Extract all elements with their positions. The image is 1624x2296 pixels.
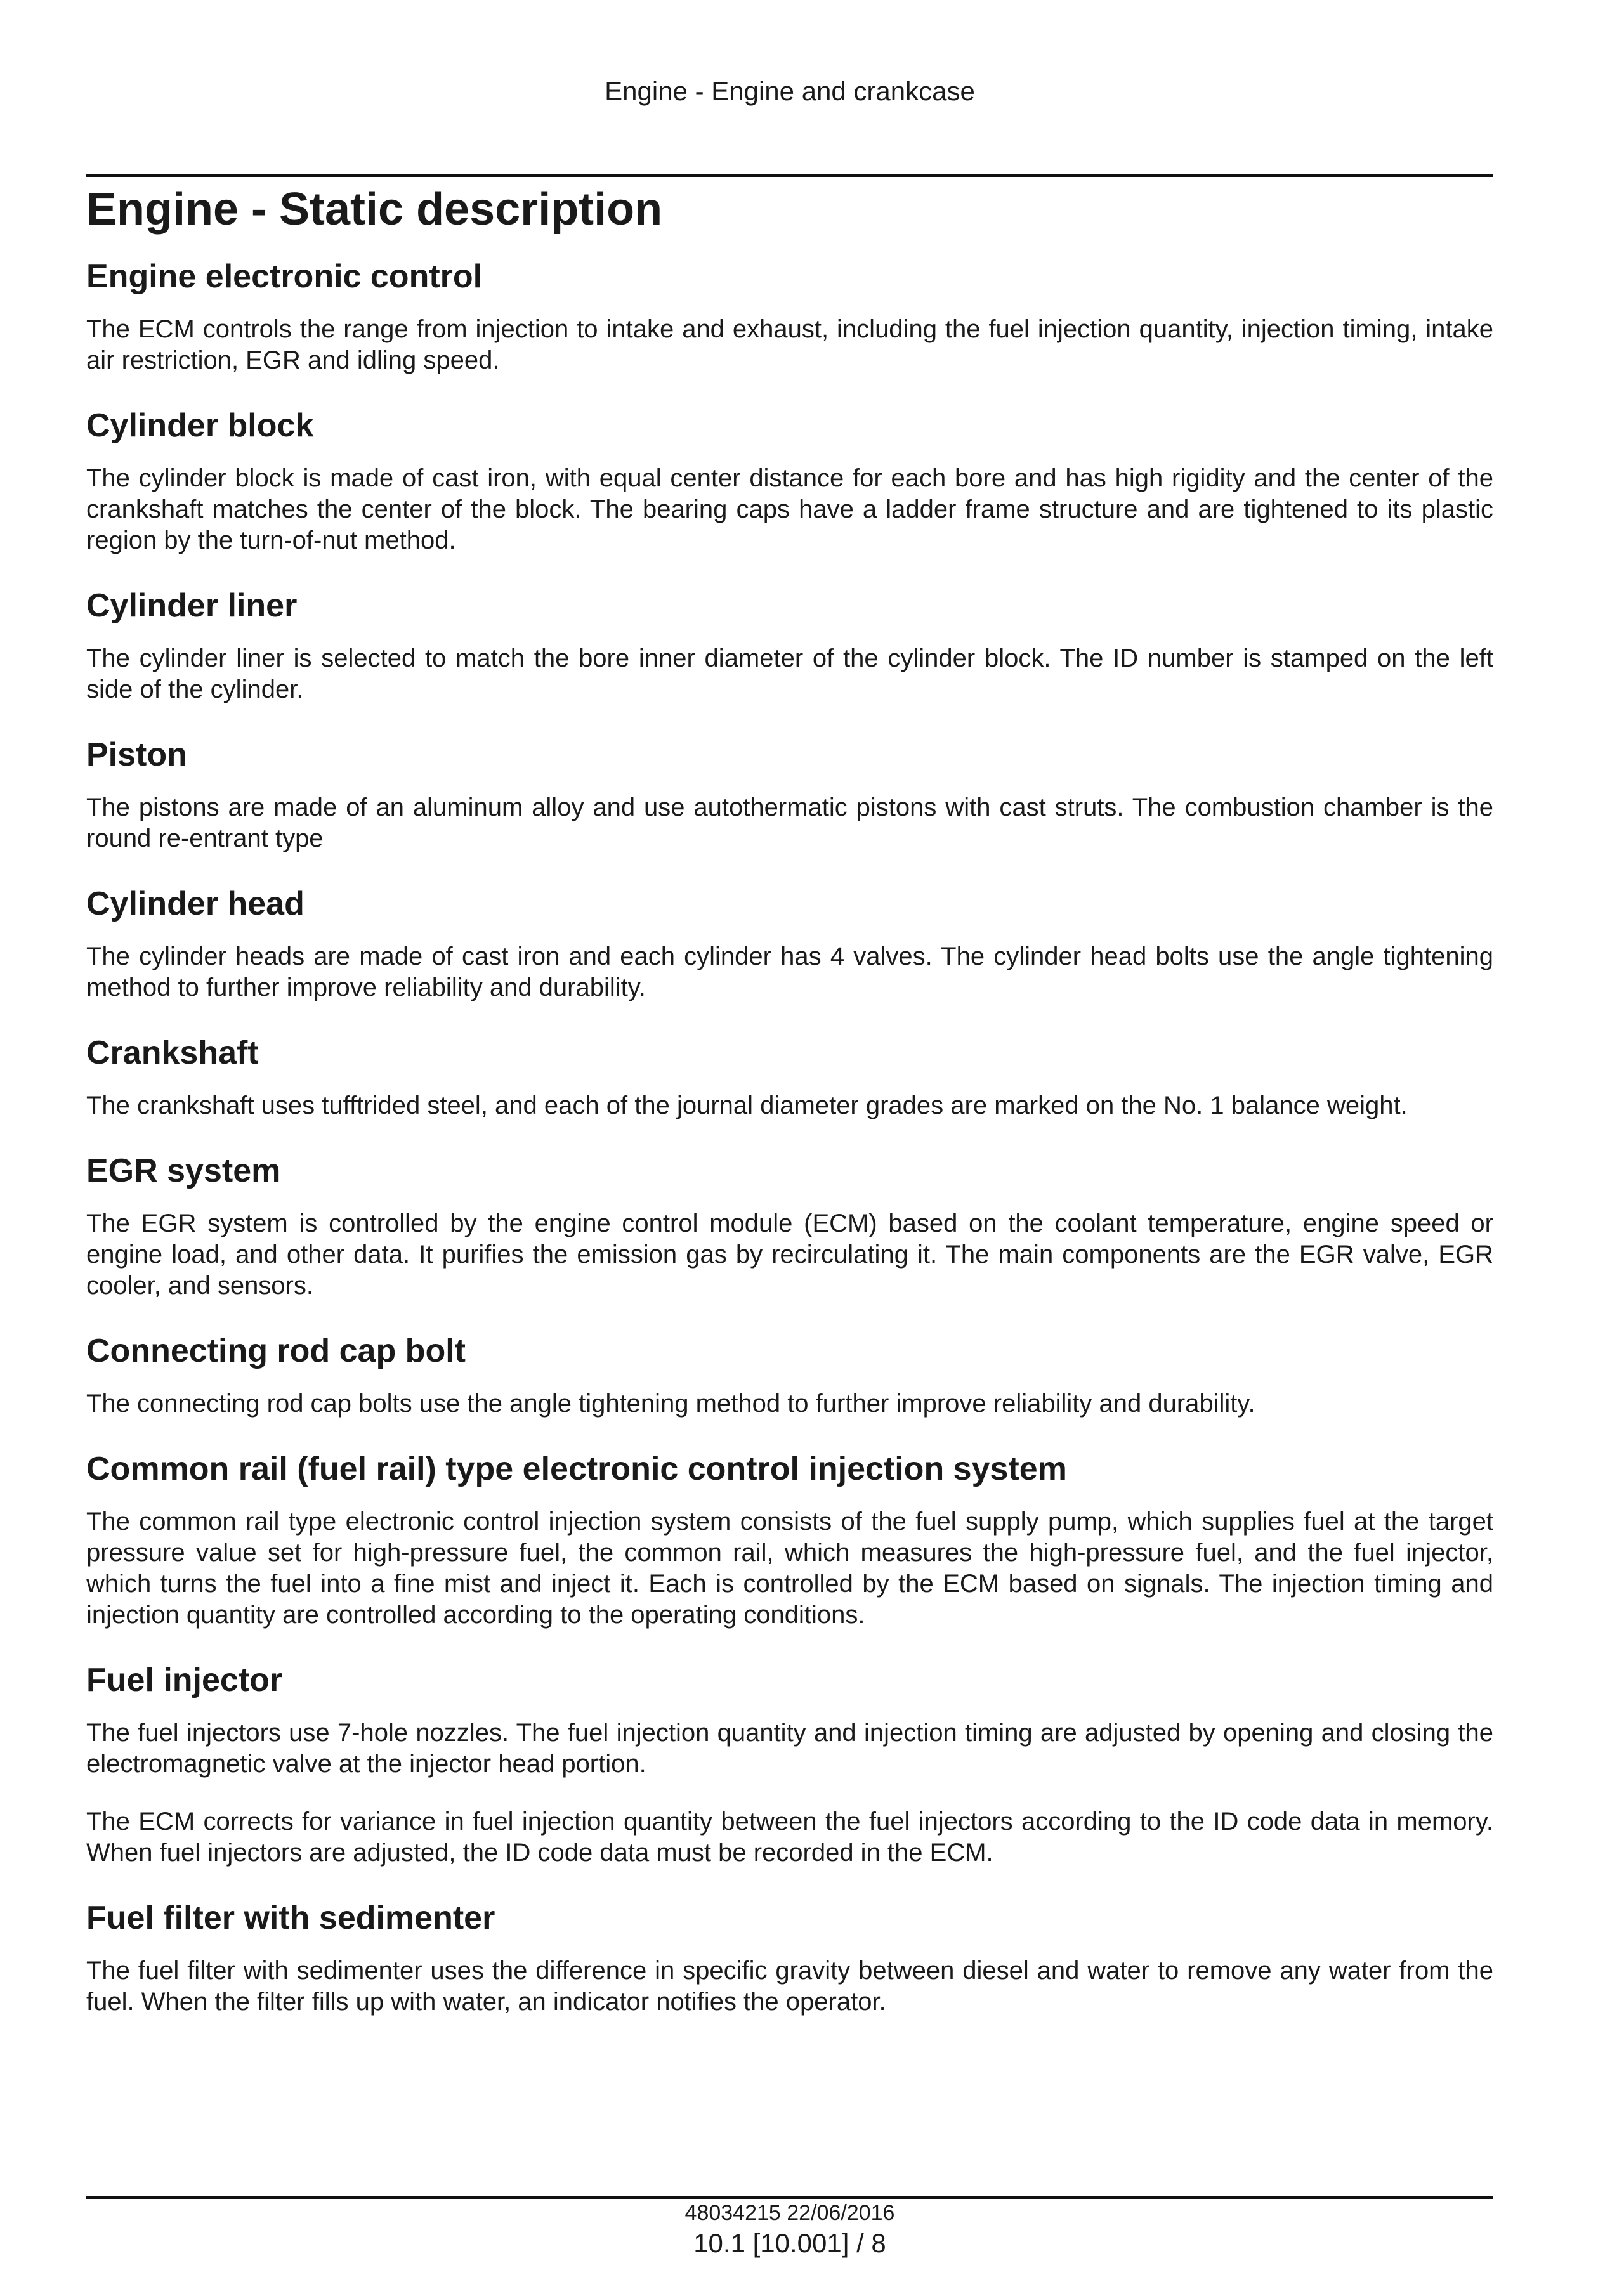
- section-heading: Engine electronic control: [86, 258, 483, 295]
- section-paragraph: The cylinder heads are made of cast iron and each cylinder has 4 valves. The cylinder head bolts use the angle tightening method to further improve reliability and durability.: [86, 943, 1493, 1001]
- section-common-rail-injection: [86, 1449, 1493, 1631]
- section-paragraph: The fuel filter with sedimenter uses the difference in specific gravity between diesel and water to remove any water from the fuel. When the filter fills up with water, an indicator notifies the operator.: [86, 1957, 1493, 2016]
- section-heading: Crankshaft: [86, 1034, 259, 1071]
- running-header: Engine - Engine and crankcase: [605, 76, 975, 106]
- section-piston: [86, 734, 1493, 854]
- page-reference: 10.1 [10.001] / 8: [693, 2228, 886, 2258]
- section-paragraph: The cylinder block is made of cast iron, with equal center distance for each bore and has high rigidity and the center of the crankshaft matches the center of the block. The bearing caps have a ladder frame structure and are tightened to its plastic region by the turn-of-nut method.: [86, 464, 1493, 554]
- section-heading: Fuel filter with sedimenter: [86, 1900, 495, 1936]
- section-heading: Cylinder block: [86, 407, 314, 444]
- section-cylinder-block: [86, 405, 1493, 556]
- header-divider: [86, 174, 1493, 177]
- section-engine-electronic-control: [86, 256, 1493, 376]
- section-connecting-rod-cap-bolt: [86, 1331, 1493, 1419]
- section-heading: Cylinder liner: [86, 587, 298, 624]
- section-heading: Fuel injector: [86, 1662, 283, 1699]
- document-body: [86, 178, 1493, 2047]
- section-heading: Connecting rod cap bolt: [86, 1333, 466, 1369]
- document-code: 48034215 22/06/2016: [684, 2201, 895, 2225]
- section-crankshaft: [86, 1033, 1493, 1121]
- section-paragraph: The fuel injectors use 7-hole nozzles. The fuel injection quantity and injection timing are adjusted by opening and closing the electromagnetic valve at the injector head portion.: [86, 1719, 1493, 1778]
- page-title: Engine - Static description: [86, 184, 663, 235]
- section-heading: EGR system: [86, 1152, 281, 1189]
- section-paragraph: The EGR system is controlled by the engine control module (ECM) based on the coolant temperature, engine speed or engine load, and other data. It purifies the emission gas by recirculating it. The main components are the EGR valve, EGR cooler, and sensors.: [86, 1210, 1493, 1300]
- section-paragraph: The ECM controls the range from injection to intake and exhaust, including the fuel injection quantity, injection timing, intake air restriction, EGR and idling speed.: [86, 315, 1493, 374]
- section-paragraph: The common rail type electronic control injection system consists of the fuel supply pump, which supplies fuel at the target pressure value set for high-pressure fuel, the common rail, which measures the high-pressure fuel, and the fuel injector, which turns the fuel into a fine mist and inject it. Each is controlled by the ECM based on signals. The injection timing and injection quantity are controlled according to the operating conditions.: [86, 1508, 1493, 1629]
- section-paragraph: The cylinder liner is selected to match the bore inner diameter of the cylinder block. The ID number is stamped on the left side of the cylinder.: [86, 644, 1493, 703]
- section-cylinder-head: [86, 884, 1493, 1003]
- section-heading: Cylinder head: [86, 885, 304, 922]
- section-paragraph: The pistons are made of an aluminum alloy and use autothermatic pistons with cast struts. The combustion chamber is the round re-entrant type: [86, 793, 1493, 852]
- section-paragraph: The crankshaft uses tufftrided steel, and each of the journal diameter grades are marked on the No. 1 balance weight.: [86, 1092, 1408, 1119]
- section-cylinder-liner: [86, 585, 1493, 705]
- section-egr-system: [86, 1151, 1493, 1301]
- section-heading: Piston: [86, 736, 187, 773]
- section-fuel-injector: [86, 1660, 1493, 1869]
- section-paragraph: The connecting rod cap bolts use the angle tightening method to further improve reliability and durability.: [86, 1390, 1255, 1418]
- section-heading: Common rail (fuel rail) type electronic control injection system: [86, 1451, 1067, 1487]
- section-fuel-filter-sedimenter: [86, 1898, 1493, 2018]
- section-paragraph: The ECM corrects for variance in fuel injection quantity between the fuel injectors according to the ID code data in memory. When fuel injectors are adjusted, the ID code data must be recorded in the ECM.: [86, 1808, 1493, 1867]
